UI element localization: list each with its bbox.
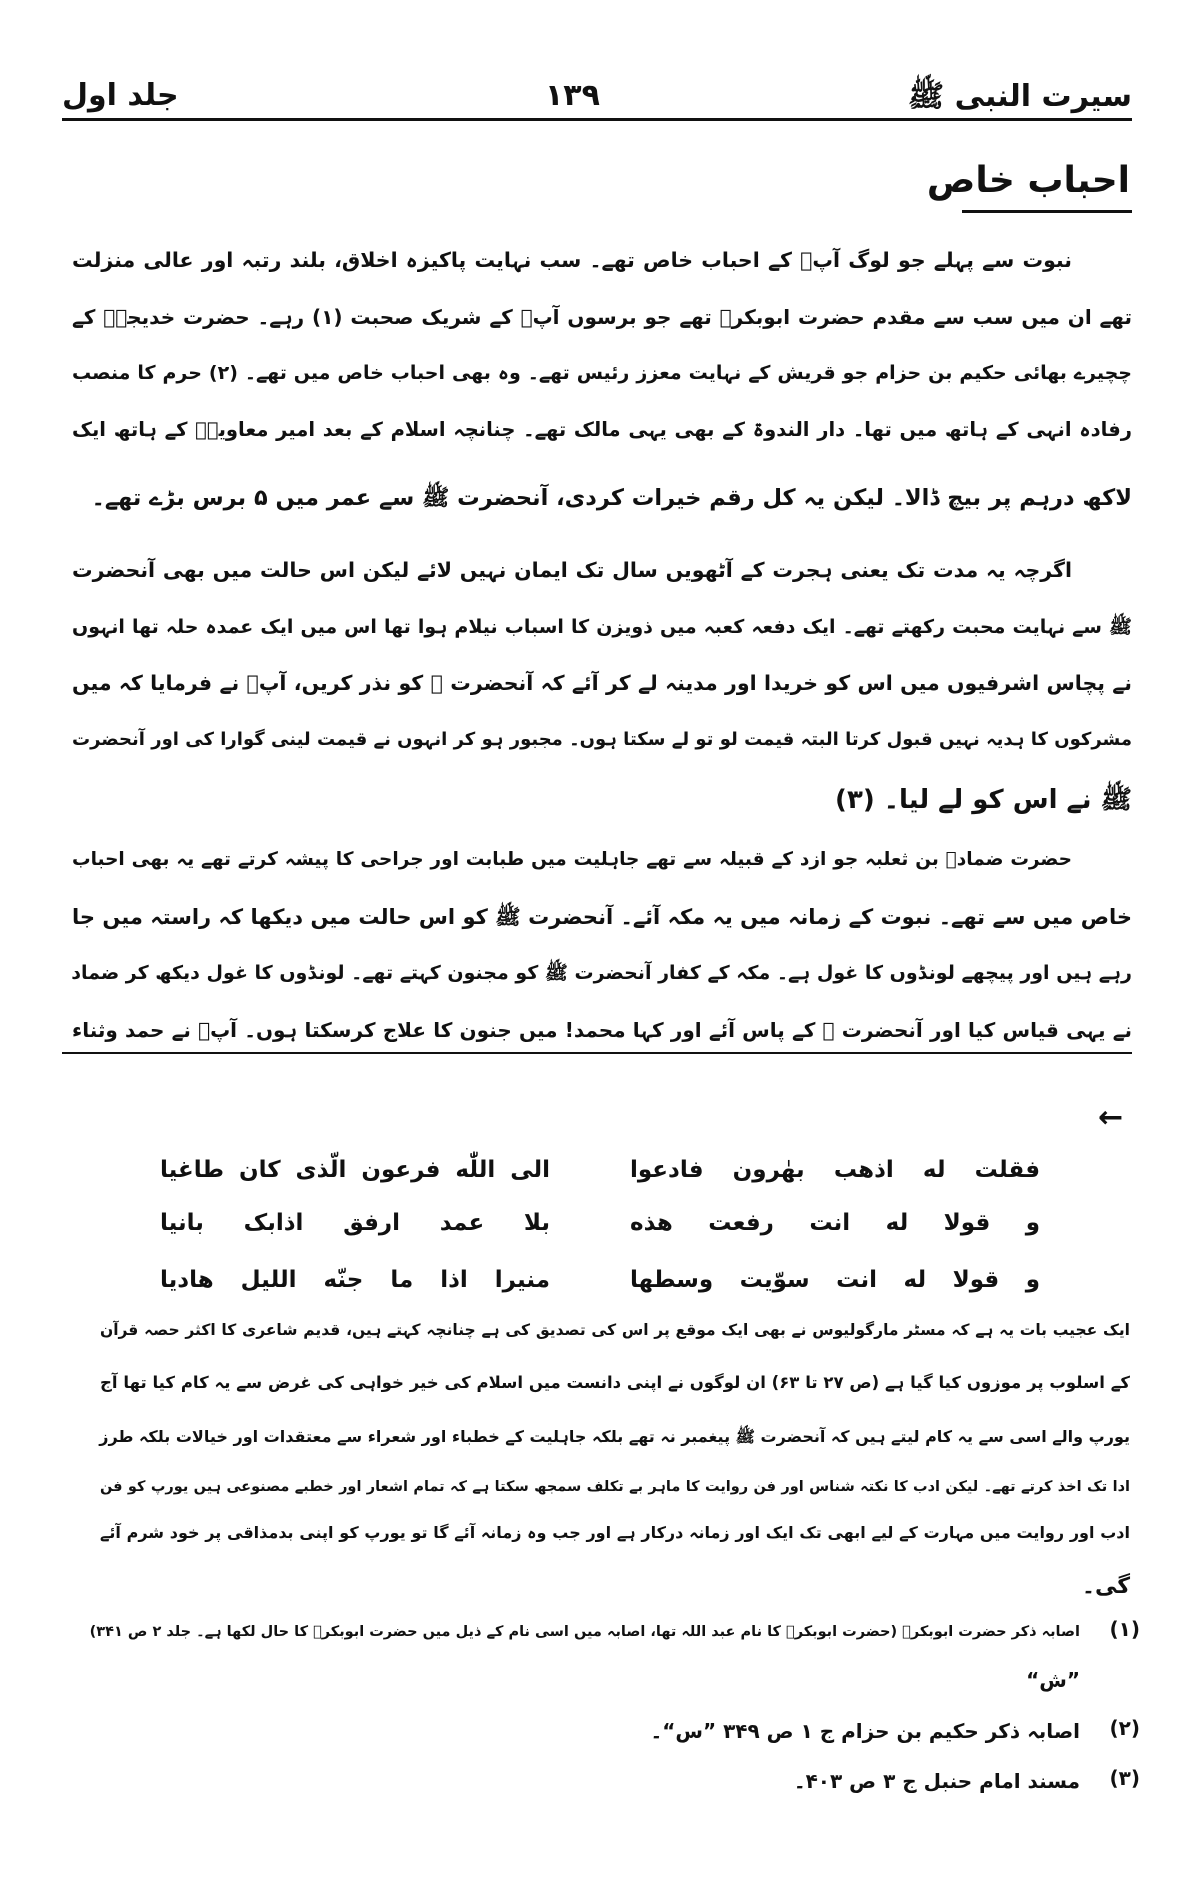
footnote-number: (۳) [1109, 1766, 1140, 1790]
page-break-rule [62, 1052, 1132, 1054]
footnote-text: اصابہ ذکر حکیم بن حزام ج ۱ ص ۳۴۹ ”س“۔ [650, 1719, 1080, 1743]
text-line: خاص میں سے تھے۔ نبوت کے زمانہ میں یہ مکہ آئے۔ آنحضرت ﷺ کو اس حالت میں دیکھا کہ راستہ میں جا [72, 905, 1132, 929]
verse-first-hemistich: فقلت له اذهب بهٰرون فادعوا [630, 1157, 1040, 1183]
note-line: ادب اور روایت میں مہارت کے لیے ابھی تک ایک اور زمانہ درکار ہے اور جب وہ زمانہ آئے گا تو یورپ کو اپنی بدمذاقی پر خود شرم آئے [100, 1523, 1130, 1542]
header-rule [62, 118, 1132, 121]
volume-label: جلد اول [62, 78, 179, 113]
arrow-left-icon: ← [1098, 1100, 1124, 1135]
text-line: رہے ہیں اور پیچھے لونڈوں کا غول ہے۔ مکہ کے کفار آنحضرت ﷺ کو مجنون کہتے تھے۔ لونڈوں کا غول دیکھ کر ضماد [71, 962, 1132, 984]
footnote-number: (۲) [1109, 1716, 1140, 1740]
verse-second-hemistich: منیرا اذا ما جنّه اللیل هادیا [160, 1267, 550, 1293]
text-line: ﷺ سے نہایت محبت رکھتے تھے۔ ایک دفعہ کعبہ میں ذویزن کا اسباب نیلام ہوا تھا اس میں ایک عمدہ حلہ تھا انہوں [72, 616, 1132, 638]
verse-first-hemistich: و قولا له انت سوّیت وسطها [630, 1267, 1040, 1293]
footnote-text: اصابہ ذکر حضرت ابوبکرؓ (حضرت ابوبکرؓ کا نام عبد اللہ تھا، اصابہ میں اسی نام کے ذیل میں حضرت ابوبکرؓ کا حال لکھا ہے۔ جلد ۲ ص ۳۴۱) [89, 1624, 1080, 1640]
book-title: سیرت النبی ﷺ [907, 79, 1132, 114]
note-line: یورپ والے اسی سے یہ کام لیتے ہیں کہ آنحضرت ﷺ پیغمبر نہ تھے بلکہ جاہلیت کے خطباء اور شعراء سے معتقدات اور خیالات بلکہ طرز [99, 1427, 1130, 1446]
text-line: حضرت ضمادؓ بن ثعلبہ جو ازد کے قبیلہ سے تھے جاہلیت میں طبابت اور جراحی کا پیشہ کرتے تھے یہ بھی احباب [72, 849, 1072, 870]
text-line: تھے ان میں سب سے مقدم حضرت ابوبکرؓ تھے جو برسوں آپؐ کے شریک صحبت (۱) رہے۔ حضرت خدیجہؓ کے [72, 305, 1132, 329]
text-line: نے پچاس اشرفیوں میں اس کو خریدا اور مدینہ لے کر آئے کہ آنحضرت ﷺ کو نذر کریں، آپؐ نے فرمایا کہ میں [72, 671, 1132, 695]
note-line: ادا تک اخذ کرتے تھے۔ لیکن ادب کا نکتہ شناس اور فن روایت کا ماہر بے تکلف سمجھ سکتا ہے کہ تمام اشعار اور خطبے مصنوعی ہیں یورپ کو فن [100, 1479, 1130, 1495]
verse-first-hemistich: و قولا له انت رفعت هذه [630, 1210, 1040, 1236]
note-line: گی۔ [1082, 1574, 1130, 1599]
text-line: نے یہی قیاس کیا اور آنحضرت ﷺ کے پاس آئے اور کہا محمد! میں جنون کا علاج کرسکتا ہوں۔ آپؐ نے حمد وثناء [72, 1018, 1132, 1042]
footnote-number: (۱) [1109, 1617, 1140, 1641]
section-heading: احباب خاص [926, 160, 1130, 201]
text-line: چچیرے بھائی حکیم بن حزام جو قریش کے نہایت معزز رئیس تھے۔ وہ بھی احباب خاص میں تھے۔ (۲) حرم کا منصب [72, 362, 1132, 384]
text-line: رفادہ انہی کے ہاتھ میں تھا۔ دار الندوۃ کے بھی یہی مالک تھے۔ چنانچہ اسلام کے بعد امیر معاویہؓ کے ہاتھ ایک [72, 418, 1132, 441]
footnote-text: مسند امام حنبل ج ۳ ص ۴۰۳۔ [793, 1769, 1080, 1793]
page-number: ۱۳۹ [545, 78, 600, 113]
text-line: مشرکوں کا ہدیہ نہیں قبول کرتا البتہ قیمت لو تو لے سکتا ہوں۔ مجبور ہو کر انہوں نے قیمت لینی گوارا کی اور آنحضرت [72, 729, 1132, 750]
note-line: ایک عجیب بات یہ ہے کہ مسٹر مارگولیوس نے بھی ایک موقع پر اس کی تصدیق کی ہے چنانچہ کہتے ہیں، قدیم شاعری کا اکثر حصہ قرآن [100, 1321, 1130, 1339]
text-line: ﷺ نے اس کو لے لیا۔ (۳) [835, 785, 1132, 815]
note-line: کے اسلوب پر موزوں کیا گیا ہے (ص ۲۷ تا ۶۳) ان لوگوں نے اپنی دانست میں اسلام کی خیر خواہی کی غرض سے یہ کام کیا تھا آج [100, 1373, 1130, 1392]
text-line: لاکھ درہم پر بیچ ڈالا۔ لیکن یہ کل رقم خیرات کردی، آنحضرت ﷺ سے عمر میں ۵ برس بڑے تھے۔ [91, 485, 1132, 511]
verse-second-hemistich: بلا عمد ارفق اذابک بانیا [160, 1210, 550, 1236]
heading-underline [962, 210, 1132, 213]
text-line: اگرچہ یہ مدت تک یعنی ہجرت کے آٹھویں سال تک ایمان نہیں لائے لیکن اس حالت میں بھی آنحضرت [72, 558, 1072, 582]
footnote-text-continued: ”ش“ [1026, 1668, 1080, 1692]
verse-second-hemistich: الی اللّٰه فرعون الّذی کان طاغیا [160, 1157, 550, 1183]
text-line: نبوت سے پہلے جو لوگ آپؐ کے احباب خاص تھے۔ سب نہایت پاکیزہ اخلاق، بلند رتبہ اور عالی منزلت [72, 248, 1072, 272]
